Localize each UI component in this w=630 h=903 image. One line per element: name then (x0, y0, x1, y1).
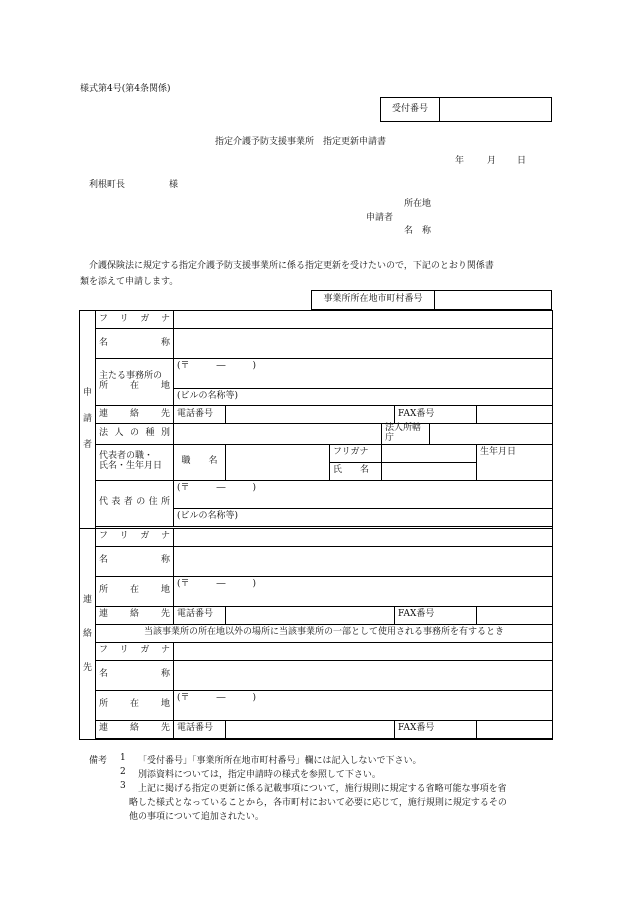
corp-type-label: 法 人 の 種 別 (96, 424, 174, 445)
contact-furigana-field[interactable] (174, 528, 553, 546)
sub-address-label: 所 在 地 (96, 690, 174, 720)
sub-contact-label: 連 絡 先 (96, 720, 174, 738)
applicant-tel-field[interactable] (226, 406, 395, 424)
applicant-contact-label: 連 絡 先 (96, 406, 174, 424)
rep-building-field[interactable]: (ビルの名称等) (174, 508, 553, 526)
rep-postal-field[interactable]: (〒 ― ) (174, 480, 553, 508)
corp-office-field[interactable] (430, 424, 553, 445)
contact-name-field[interactable] (174, 546, 553, 576)
birth-label: 生年月日 (477, 444, 553, 480)
sub-tel-field[interactable] (226, 720, 395, 738)
remark-3-cont-2: 他の事項について追加されたい。 (129, 812, 264, 822)
addressee: 利根町長 (89, 180, 126, 190)
rep-label: 代表者の職・ 氏名・生年月日 (96, 444, 174, 480)
date-day: 日 (517, 156, 527, 166)
applicant-name-label: 名 称 (404, 226, 432, 236)
rep-address-label: 代 表 者 の 住 所 (96, 480, 174, 526)
applicant-fax-field[interactable] (477, 406, 553, 424)
position-label: 職 名 (174, 444, 226, 480)
contact-fax-field[interactable] (477, 606, 553, 624)
page-title: 指定介護予防支援事業所 指定更新申請書 (215, 137, 387, 147)
applicant-furigana-label: フ リ ガ ナ (96, 311, 174, 329)
contact-name-label: 名 称 (96, 546, 174, 576)
sub-fax-field[interactable] (477, 720, 553, 738)
addressee-suffix: 様 (169, 180, 179, 190)
applicant-furigana-field[interactable] (174, 311, 553, 329)
applicant-fax-label: FAX番号 (395, 406, 477, 424)
applicant-building-field[interactable]: (ビルの名称等) (174, 389, 553, 406)
sub-furigana-label: フ リ ガ ナ (96, 642, 174, 660)
rep-name-field[interactable] (382, 462, 477, 480)
applicant-side-label: 申 請 者 (80, 311, 96, 529)
applicant-office-address-label: 主たる事務所の 所 在 地 (96, 359, 174, 406)
sub-office-note: 当該事業所の所在地以外の場所に当該事業所の一部として使用される事務所を有するとき (96, 624, 553, 642)
date-year: 年 (455, 156, 465, 166)
applicant-address-label: 所在地 (404, 199, 432, 209)
applicant-name-label: 名 称 (96, 329, 174, 359)
applicant-name-field[interactable] (174, 329, 553, 359)
applicant-tel-label: 電話番号 (174, 406, 226, 424)
muni-code-box (311, 290, 552, 310)
sub-fax-label: FAX番号 (395, 720, 477, 738)
remark-1-num: 1 (120, 753, 126, 763)
application-table (79, 310, 553, 740)
remark-3-num: 3 (120, 781, 126, 791)
corp-type-field[interactable] (174, 424, 382, 445)
contact-address-label: 所 在 地 (96, 576, 174, 606)
rep-name-label: 氏 名 (330, 462, 382, 480)
sub-postal-field[interactable]: (〒 ― ) (174, 690, 553, 720)
contact-postal-field[interactable]: (〒 ― ) (174, 576, 553, 606)
form-number: 様式第4号(第4条関係) (80, 84, 171, 94)
sub-name-field[interactable] (174, 660, 553, 690)
corp-office-label: 法人所轄庁 (382, 424, 430, 445)
contact-tel-label: 電話番号 (174, 606, 226, 624)
contact-side-label: 連 絡 先 (80, 528, 96, 739)
remark-3-text: 上記に掲げる指定の更新に係る記載事項について，施行規則に規定する省略可能な事項を省 (138, 784, 507, 794)
date-month: 月 (487, 156, 497, 166)
remark-2-text: 別添資料については，指定申請時の様式を参照して下さい。 (138, 770, 381, 780)
applicant-postal-field[interactable]: (〒 ― ) (174, 359, 553, 389)
intro-line-2: 類を添えて申請します。 (80, 277, 179, 287)
remark-2-num: 2 (120, 767, 126, 777)
receipt-label: 受付番号 (381, 98, 440, 122)
rep-furigana-field[interactable] (382, 444, 477, 462)
contact-furigana-label: フ リ ガ ナ (96, 528, 174, 546)
sub-name-label: 名 称 (96, 660, 174, 690)
remark-3-cont-1: 略した様式となっていることから，各市町村において必要に応じて，施行規則に規定するその (129, 798, 507, 808)
contact-contact-label: 連 絡 先 (96, 606, 174, 624)
contact-tel-field[interactable] (226, 606, 395, 624)
remarks-label: 備考 (89, 756, 108, 766)
applicant-label: 申請者 (366, 213, 394, 223)
contact-fax-label: FAX番号 (395, 606, 477, 624)
sub-tel-label: 電話番号 (174, 720, 226, 738)
table-end-spacer (96, 738, 553, 739)
remark-1-text: 「受付番号」「事業所所在地市町村番号」欄には記入しないで下さい。 (138, 756, 422, 766)
intro-line-1: 介護保険法に規定する指定介護予防支援事業所に係る指定更新を受けたいので，下記のとおり関係書 (89, 261, 494, 271)
position-field[interactable] (226, 444, 330, 480)
receipt-field[interactable] (440, 98, 552, 122)
sub-furigana-field[interactable] (174, 642, 553, 660)
rep-furigana-label: フリガナ (330, 444, 382, 462)
receipt-box (380, 97, 552, 122)
muni-code-field[interactable] (435, 291, 552, 310)
muni-code-label: 事業所所在地市町村番号 (312, 291, 435, 310)
